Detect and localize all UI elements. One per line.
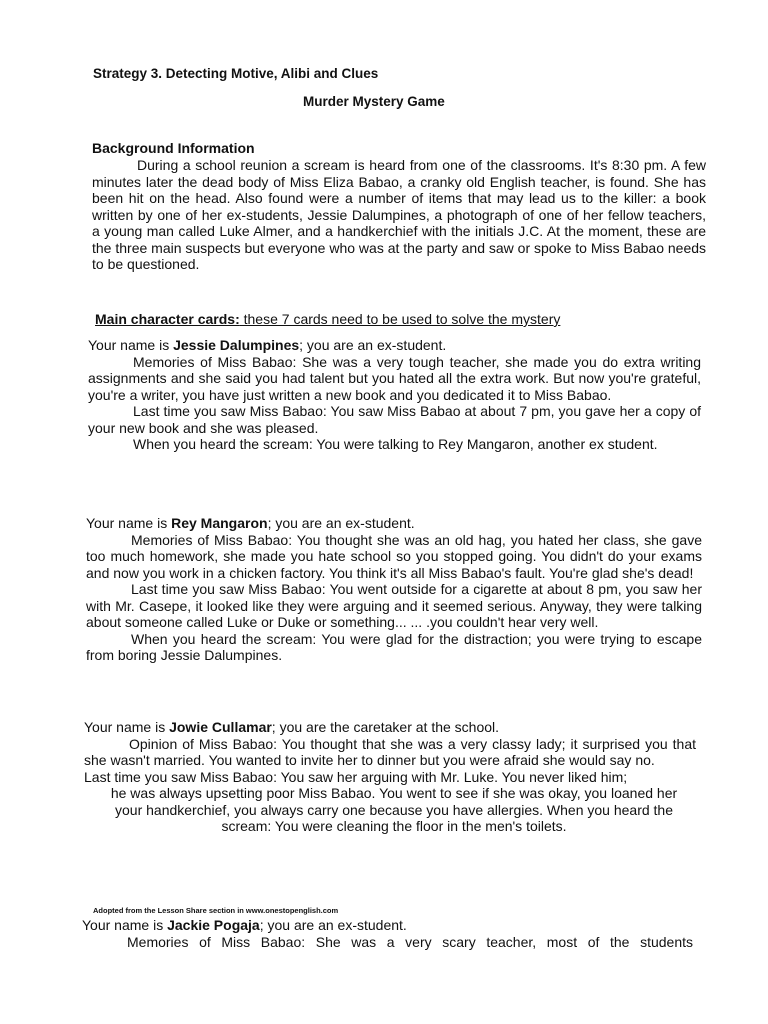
character-card-jessie (88, 337, 701, 453)
main-cards-label: Main character cards: (95, 311, 240, 327)
card-name: Rey Mangaron (171, 515, 268, 531)
card-name: Jackie Pogaja (167, 917, 260, 933)
character-card-jowie (84, 719, 696, 835)
card-scream: When you heard the scream: You were talking to Rey Mangaron, another ex student. (133, 436, 658, 452)
card-last-time: Last time you saw Miss Babao: You went outside for a cigarette at about 8 pm, you saw her with Mr. Casepe, it looked like they were arguing and it seemed serious. Anyway, they were talking about someone called Luke or Duke or something... ... .you couldn't hear very well. (86, 581, 702, 630)
character-card-rey (86, 515, 702, 664)
background-text: During a school reunion a scream is heard from one of the classrooms. It's 8:30 pm. A few minutes later the dead body of Miss Eliza Babao, a cranky old English teacher, is found. She has been hit on the head. Also found were a number of items that may lead us to the killer: a book written by one of her ex-students, Jessie Dalumpines, a photograph of one of her fellow teachers, a young man called Luke Almer, and a handkerchief with the initials J.C. At the moment, these are the three main suspects but everyone who was at the party and saw or spoke to Miss Babao needs to be questioned. (92, 157, 707, 272)
card-last-time: Last time you saw Miss Babao: You saw her arguing with Mr. Luke. You never liked him; (84, 768, 628, 785)
card-name: Jessie Dalumpines (173, 337, 300, 353)
card-memories: Memories of Miss Babao: You thought she was an old hag, you hated her class, she gave too much homework, she made you hate school so you stopped going. You didn't do your exams and now you work in a chicken factory. You think it's all Miss Babao's fault. You're glad she's dead! (86, 531, 702, 581)
main-cards-note: these 7 cards need to be used to solve the mystery (239, 311, 561, 327)
card-name: Jowie Cullamar (169, 719, 272, 735)
card-intro-prefix: Your name is (88, 337, 174, 353)
card-intro-suffix: ; you are an ex-student. (259, 917, 407, 933)
card-intro (82, 917, 693, 934)
card-last-time: Last time you saw Miss Babao: You saw Miss Babao at about 7 pm, you gave her a copy of your new book and she was pleased. (88, 403, 701, 436)
card-intro (86, 515, 702, 532)
main-cards-line (95, 311, 560, 327)
card-intro-suffix: ; you are the caretaker at the school. (271, 719, 500, 735)
card-intro-prefix: Your name is (84, 719, 170, 735)
card-intro-suffix: ; you are an ex-student. (267, 515, 415, 531)
card-intro (88, 337, 701, 354)
source-credit: Adopted from the Lesson Share section in www.onestopenglish.com (93, 906, 339, 915)
character-card-jackie (82, 917, 693, 950)
card-opinion: Opinion of Miss Babao: You thought that she was a very classy lady; it surprised you that she wasn't married. You wanted to invite her to dinner but you were afraid she would say no. (84, 735, 696, 768)
card-intro-suffix: ; you are an ex-student. (299, 337, 447, 353)
background-section (92, 140, 706, 273)
card-intro-prefix: Your name is (82, 917, 168, 933)
card-centered-text: he was always upsetting poor Miss Babao. You went to see if she was okay, you loaned her your handkerchief, you always carry one because you have allergies. When you heard the scream: You were cleaning the floor in the men's toilets. (110, 785, 678, 834)
card-memories: Memories of Miss Babao: She was a very tough teacher, she made you do extra writing assignments and she said you had talent but you hated all the extra work. But now you're grateful, you're a writer, you have just written a new book and you dedicated it to Miss Babao. (88, 353, 701, 403)
card-memories: Memories of Miss Babao: She was a very scary teacher, most of the students (127, 933, 693, 950)
background-heading: Background Information (92, 140, 255, 156)
strategy-heading: Strategy 3. Detecting Motive, Alibi and Clues (93, 66, 379, 81)
game-title: Murder Mystery Game (303, 94, 445, 109)
card-scream: When you heard the scream: You were glad for the distraction; you were trying to escape from boring Jessie Dalumpines. (86, 630, 702, 663)
card-intro-prefix: Your name is (86, 515, 172, 531)
card-intro (84, 719, 696, 736)
